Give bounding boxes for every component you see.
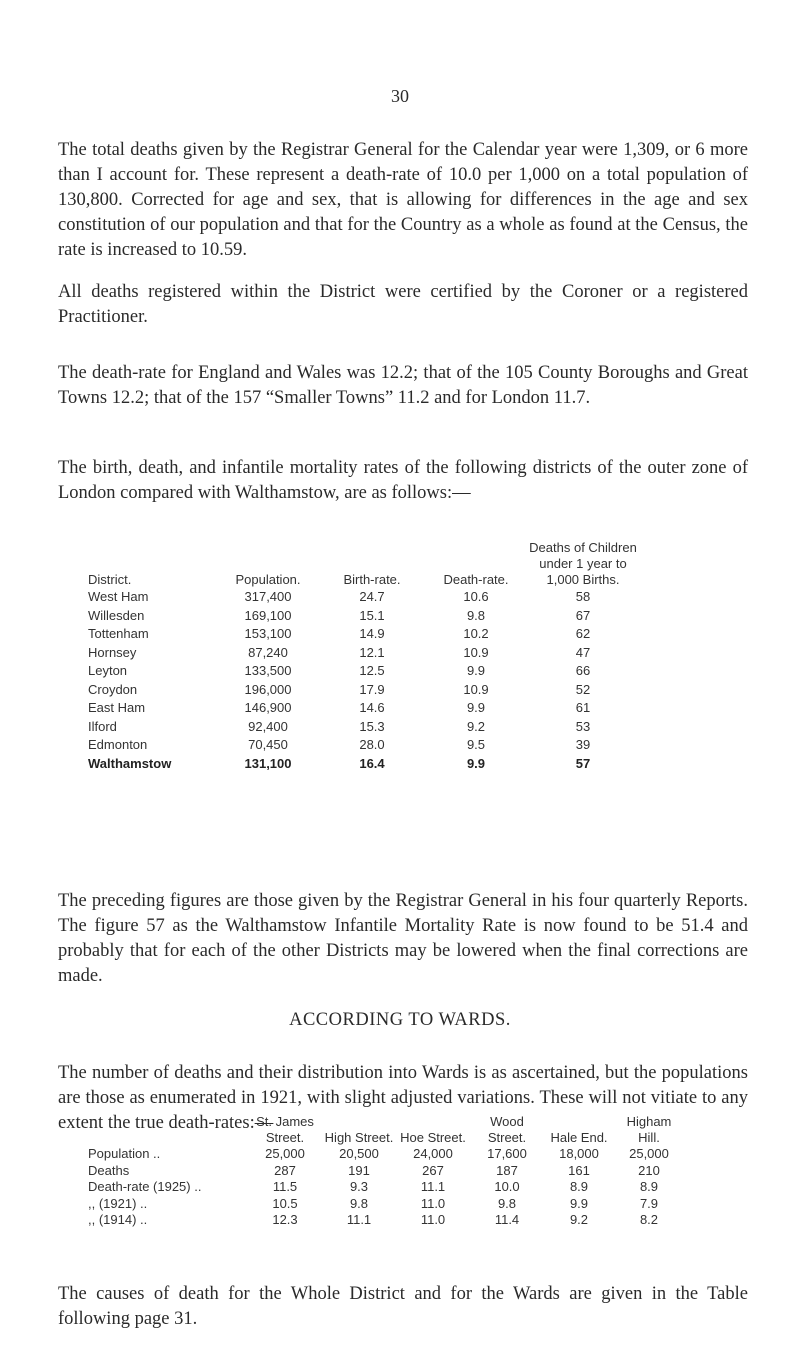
ward-value: 11.4 [494,1212,520,1227]
header-ward: St. James Street. [256,1114,314,1145]
header-blank [88,1114,248,1146]
table-row [88,588,638,607]
table-row [88,699,638,718]
table-row [88,625,638,644]
ward-value: 17,600 [487,1146,527,1161]
district-death-rate: 9.5 [466,737,486,752]
ward-table-header-row [88,1114,684,1146]
district-population: 87,240 [248,644,288,660]
district-population: 169,100 [244,607,292,623]
header-ward: Hoe Street. [400,1130,466,1145]
district-infant-rate: 62 [575,626,591,641]
ward-value: 25,000 [265,1146,305,1161]
district-infant-rate: 52 [575,681,591,697]
district-population: 92,400 [248,718,288,734]
ward-value: 25,000 [629,1146,669,1161]
table-row [88,1146,684,1163]
district-rates-table [88,540,638,773]
district-death-rate: 10.2 [463,626,489,641]
table-row [88,662,638,681]
row-label: Deaths [88,1162,130,1178]
paragraph-national-rates: The death-rate for England and Wales was 12.2; that of the 105 County Boroughs and Great Towns 12.2; that of the 157 “Smaller Towns” 11.2 and for London 11.7. [58,363,748,408]
ward-value: 8.2 [639,1212,659,1227]
district-infant-rate: 58 [575,589,591,604]
district-population: 70,450 [248,737,288,752]
district-infant-rate: 47 [575,644,591,660]
district-name: Leyton [88,663,128,678]
district-death-rate: 10.6 [463,589,489,604]
ward-value: 8.9 [639,1179,659,1194]
ward-value: 9.9 [569,1195,589,1211]
ward-value: 287 [274,1162,296,1178]
paragraph-total-deaths: The total deaths given by the Registrar General for the Calendar year were 1,309, or 6 more than I account for. These represent a death-rate of 10.0 per 1,000 on a total population of 130,800. Corrected for age and sex, that is allowing for differences in the age and sex constitution of our population and that for the Country as a whole as found at the Census, the rate is increased to 10.59. [58,140,748,260]
district-death-rate: 9.2 [466,718,486,734]
table-row [88,1179,684,1196]
header-district: District. [88,572,132,587]
header-ward: Wood Street. [487,1114,527,1145]
section-heading: ACCORDING TO WARDS. [289,1010,511,1030]
header-death-rate: Death-rate. [443,572,509,587]
table-row [88,681,638,700]
ward-value: 11.1 [420,1179,446,1194]
district-name: Hornsey [88,644,137,660]
district-population: 146,900 [244,700,292,715]
district-death-rate: 10.9 [463,681,489,697]
district-name: Croydon [88,681,138,697]
ward-value: 9.8 [349,1195,369,1211]
paragraph-wards-intro: The number of deaths and their distribution into Wards is as ascertained, but the populations are those as enumerated in 1921, with slight adjusted variations. These will not vitiate to any extent the true death-rates:— [58,1063,748,1133]
ward-value: 210 [638,1162,660,1178]
district-infant-rate: 66 [575,663,591,678]
ward-value: 187 [496,1162,518,1178]
ward-value: 12.3 [272,1212,298,1227]
district-birth-rate: 12.1 [359,644,385,660]
district-birth-rate: 14.9 [359,626,385,641]
district-birth-rate: 28.0 [359,737,385,752]
ward-value: 10.5 [272,1195,298,1211]
ward-value: 7.9 [639,1195,659,1211]
district-death-rate: 9.9 [466,700,486,715]
district-death-rate: 9.9 [466,755,486,771]
row-label: ,, (1921) .. [88,1195,148,1211]
district-birth-rate: 15.1 [359,607,385,623]
row-label: ,, (1914) .. [88,1212,148,1227]
ward-value: 11.5 [272,1179,298,1194]
district-population: 133,500 [244,663,292,678]
ward-value: 161 [568,1162,590,1178]
paragraph-causes-note: The causes of death for the Whole District and for the Wards are given in the Table following page 31. [58,1284,748,1329]
header-ward: High Street. [324,1130,394,1145]
table-row [88,736,638,755]
ward-value: 18,000 [559,1146,599,1161]
district-birth-rate: 15.3 [359,718,385,734]
ward-value: 9.8 [497,1195,517,1211]
district-infant-rate: 39 [575,737,591,752]
table-row [88,1196,684,1213]
district-table-header-row [88,540,638,588]
table-row [88,644,638,663]
table-row [88,1212,684,1229]
table-row-walthamstow [88,755,638,774]
district-birth-rate: 16.4 [359,755,385,771]
ward-value: 11.0 [420,1212,446,1227]
row-label: Death-rate (1925) .. [88,1179,202,1194]
ward-value: 20,500 [339,1146,379,1161]
table-row [88,607,638,626]
district-population: 317,400 [244,589,292,604]
district-name: Ilford [88,718,117,734]
ward-value: 11.0 [420,1195,446,1211]
district-birth-rate: 24.7 [359,589,385,604]
district-name: Walthamstow [88,755,172,771]
district-death-rate: 9.9 [466,663,486,678]
district-name: Willesden [88,607,145,623]
ward-rates-table [88,1114,684,1229]
ward-value: 9.2 [569,1212,589,1227]
page-number: 30 [391,86,409,106]
district-name: Tottenham [88,626,149,641]
district-name: East Ham [88,700,146,715]
district-birth-rate: 17.9 [359,681,385,697]
district-infant-rate: 53 [575,718,591,734]
header-population: Population. [235,572,301,587]
paragraph-registrar-note: The preceding figures are those given by the Registrar General in his four quarterly Reports. The figure 57 as the Walthamstow Infantile Mortality Rate is now found to be 51.4 and probably that for each of the other Districts may be lowered when the final corrections are made. [58,891,748,986]
district-death-rate: 10.9 [463,644,489,660]
district-infant-rate: 67 [575,607,591,623]
ward-value: 11.1 [346,1212,372,1227]
paragraph-district-intro: The birth, death, and infantile mortality rates of the following districts of the outer zone of London compared with Walthamstow, are as follows:— [58,458,748,503]
district-death-rate: 9.8 [466,607,486,623]
district-population: 131,100 [244,755,292,771]
district-birth-rate: 12.5 [359,663,385,678]
ward-value: 267 [422,1162,444,1178]
ward-value: 191 [348,1162,370,1178]
header-ward: Hale End. [550,1130,608,1145]
header-infant-mortality: Deaths of Children under 1 year to 1,000 Births. [529,540,637,587]
district-population: 153,100 [244,626,292,641]
paragraph-certification: All deaths registered within the District were certified by the Coroner or a registered Practitioner. [58,282,748,327]
district-name: West Ham [88,589,149,604]
header-birth-rate: Birth-rate. [343,572,401,587]
district-infant-rate: 57 [575,755,591,771]
ward-value: 24,000 [413,1146,453,1161]
district-population: 196,000 [244,681,292,697]
table-row [88,718,638,737]
row-label: Population .. [88,1146,161,1161]
district-infant-rate: 61 [575,700,591,715]
ward-value: 9.3 [349,1179,369,1194]
header-ward: Higham Hill. [626,1114,672,1145]
ward-value: 10.0 [494,1179,520,1194]
ward-value: 8.9 [569,1179,589,1194]
district-name: Edmonton [88,737,148,752]
district-birth-rate: 14.6 [359,700,385,715]
table-row [88,1163,684,1180]
